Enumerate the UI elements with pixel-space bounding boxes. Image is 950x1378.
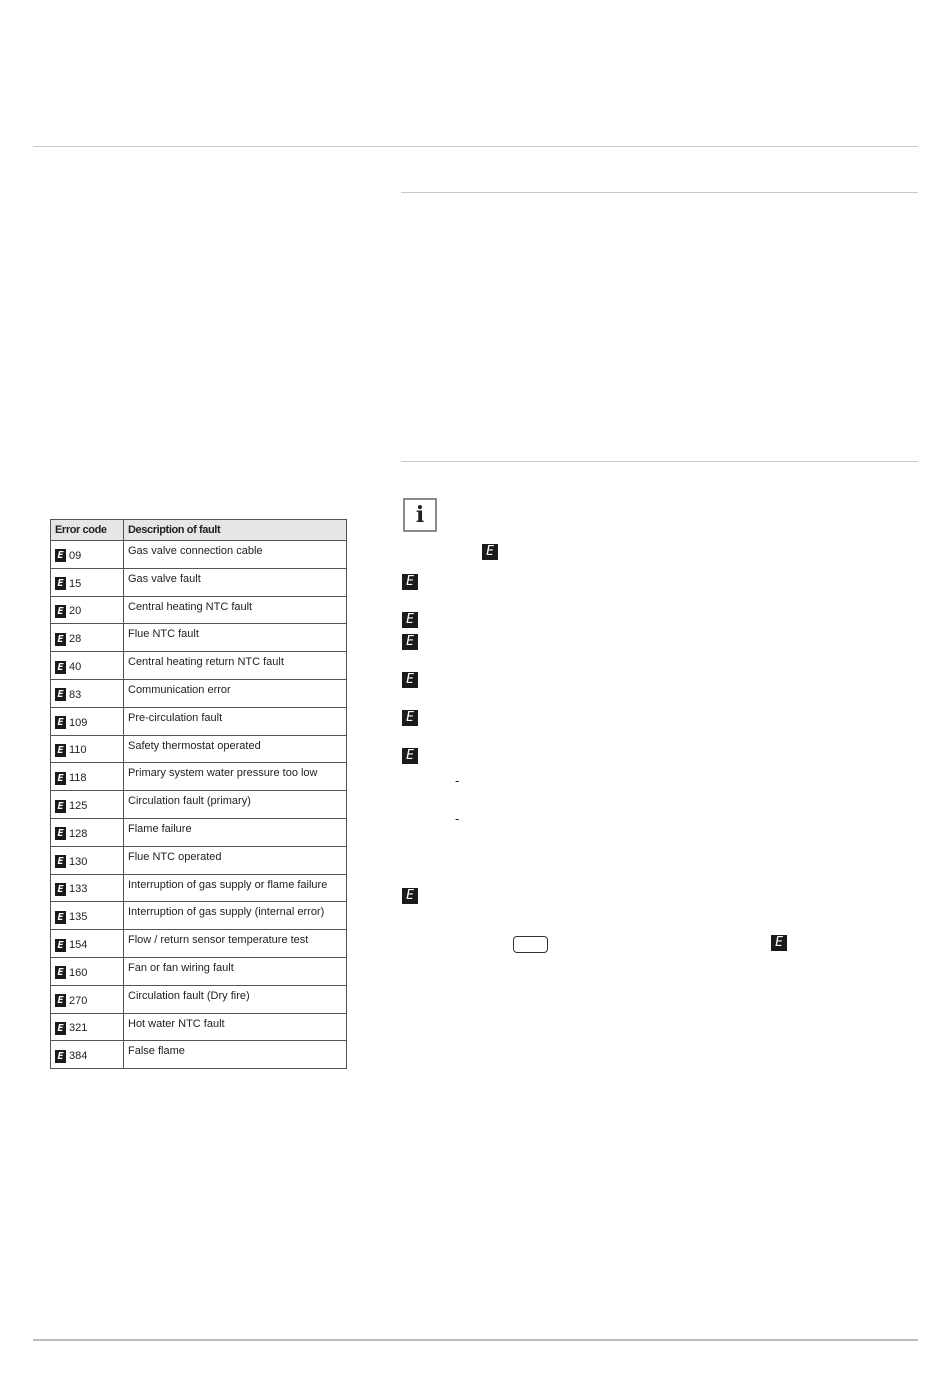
error-code-number: 160 xyxy=(69,966,88,979)
table-row xyxy=(51,791,347,819)
fault-description-cell: Primary system water pressure too low xyxy=(124,763,347,791)
fault-description-cell: Interruption of gas supply (internal error) xyxy=(124,902,347,930)
error-code-cell xyxy=(51,985,124,1013)
table-row xyxy=(51,568,347,596)
error-code-number: 130 xyxy=(69,855,88,868)
error-symbol-icon: E xyxy=(55,939,66,952)
right-column-rule-1 xyxy=(401,192,918,193)
fault-description-cell: Gas valve connection cable xyxy=(124,541,347,569)
error-code-number: 83 xyxy=(69,688,82,701)
error-symbol-icon: E xyxy=(55,1022,66,1035)
table-row xyxy=(51,735,347,763)
error-code-number: 321 xyxy=(69,1022,88,1035)
table-row xyxy=(51,679,347,707)
fault-description-cell: Circulation fault (Dry fire) xyxy=(124,985,347,1013)
bottom-rule xyxy=(33,1339,918,1341)
error-code-number: 133 xyxy=(69,883,88,896)
error-code-number: 135 xyxy=(69,911,88,924)
right-column-rule-2 xyxy=(401,461,918,462)
error-symbol-icon: E xyxy=(55,716,66,729)
table-row xyxy=(51,1041,347,1069)
error-symbol-icon: E xyxy=(55,744,66,757)
error-code-number: 40 xyxy=(69,661,82,674)
error-code-cell xyxy=(51,735,124,763)
error-code-cell xyxy=(51,1013,124,1041)
table-row xyxy=(51,985,347,1013)
error-code-cell xyxy=(51,541,124,569)
fault-description-cell: Interruption of gas supply or flame failure xyxy=(124,874,347,902)
fault-description-cell: Pre-circulation fault xyxy=(124,707,347,735)
info-icon: i xyxy=(403,498,437,532)
table-row xyxy=(51,957,347,985)
table-row xyxy=(51,652,347,680)
error-code-cell xyxy=(51,596,124,624)
error-symbol-icon: E xyxy=(55,855,66,868)
error-code-cell xyxy=(51,652,124,680)
error-code-number: 118 xyxy=(69,772,87,785)
error-symbol-icon: E xyxy=(402,672,418,688)
error-symbol-icon: E xyxy=(402,748,418,764)
fault-description-cell: Circulation fault (primary) xyxy=(124,791,347,819)
error-symbol-icon: E xyxy=(55,633,66,646)
reset-key-icon xyxy=(513,936,548,953)
error-code-number: 125 xyxy=(69,800,88,813)
error-symbol-icon: E xyxy=(402,710,418,726)
error-code-number: 15 xyxy=(69,577,82,590)
table-row xyxy=(51,707,347,735)
error-code-cell xyxy=(51,957,124,985)
fault-description-cell: Flow / return sensor temperature test xyxy=(124,930,347,958)
fault-description-cell: Flame failure xyxy=(124,818,347,846)
error-code-number: 110 xyxy=(69,744,87,757)
fault-description-cell: Flue NTC fault xyxy=(124,624,347,652)
error-code-cell xyxy=(51,791,124,819)
fault-description-cell: Communication error xyxy=(124,679,347,707)
list-dash: - xyxy=(455,773,460,788)
top-rule xyxy=(33,146,918,147)
table-row xyxy=(51,846,347,874)
error-symbol-icon: E xyxy=(55,883,66,896)
error-symbol-icon: E xyxy=(55,1050,66,1063)
fault-description-cell: Central heating NTC fault xyxy=(124,596,347,624)
error-code-cell xyxy=(51,568,124,596)
table-row xyxy=(51,902,347,930)
error-symbol-icon: E xyxy=(402,634,418,650)
fault-description-cell: False flame xyxy=(124,1041,347,1069)
error-symbol-icon: E xyxy=(55,605,66,618)
error-code-cell xyxy=(51,624,124,652)
table-row xyxy=(51,596,347,624)
error-symbol-icon: E xyxy=(55,994,66,1007)
error-code-table xyxy=(50,519,347,1069)
error-code-cell xyxy=(51,846,124,874)
error-code-number: 128 xyxy=(69,827,88,840)
error-code-cell xyxy=(51,902,124,930)
error-code-number: 384 xyxy=(69,1050,88,1063)
error-code-cell xyxy=(51,679,124,707)
error-code-number: 154 xyxy=(69,939,88,952)
fault-description-cell: Gas valve fault xyxy=(124,568,347,596)
error-symbol-icon: E xyxy=(55,772,66,785)
error-symbol-icon: E xyxy=(402,612,418,628)
error-symbol-icon: E xyxy=(55,549,66,562)
error-code-cell xyxy=(51,763,124,791)
fault-description-cell: Flue NTC operated xyxy=(124,846,347,874)
table-row xyxy=(51,624,347,652)
fault-description-cell: Safety thermostat operated xyxy=(124,735,347,763)
error-code-cell xyxy=(51,818,124,846)
error-code-cell xyxy=(51,707,124,735)
error-code-number: 20 xyxy=(69,605,82,618)
error-code-number: 28 xyxy=(69,633,82,646)
error-symbol-icon: E xyxy=(482,544,498,560)
error-symbol-icon: E xyxy=(55,688,66,701)
error-symbol-icon: E xyxy=(402,574,418,590)
error-symbol-icon: E xyxy=(771,935,787,951)
table-row xyxy=(51,874,347,902)
fault-description-cell: Fan or fan wiring fault xyxy=(124,957,347,985)
error-code-cell xyxy=(51,874,124,902)
table-row xyxy=(51,818,347,846)
table-header-row xyxy=(51,520,347,541)
fault-description-cell: Central heating return NTC fault xyxy=(124,652,347,680)
error-code-number: 109 xyxy=(69,716,88,729)
error-symbol-icon: E xyxy=(55,661,66,674)
list-dash: - xyxy=(455,811,460,826)
table-row xyxy=(51,541,347,569)
error-code-number: 270 xyxy=(69,994,88,1007)
error-symbol-icon: E xyxy=(55,800,66,813)
column-header-error-code: Error code xyxy=(51,520,124,541)
error-code-cell xyxy=(51,930,124,958)
fault-description-cell: Hot water NTC fault xyxy=(124,1013,347,1041)
table-row xyxy=(51,763,347,791)
table-row xyxy=(51,930,347,958)
column-header-description: Description of fault xyxy=(124,520,347,541)
error-code-cell xyxy=(51,1041,124,1069)
error-symbol-icon: E xyxy=(55,966,66,979)
error-symbol-icon: E xyxy=(55,577,66,590)
error-symbol-icon: E xyxy=(55,911,66,924)
error-code-number: 09 xyxy=(69,549,82,562)
table-row xyxy=(51,1013,347,1041)
error-symbol-icon: E xyxy=(402,888,418,904)
error-symbol-icon: E xyxy=(55,827,66,840)
